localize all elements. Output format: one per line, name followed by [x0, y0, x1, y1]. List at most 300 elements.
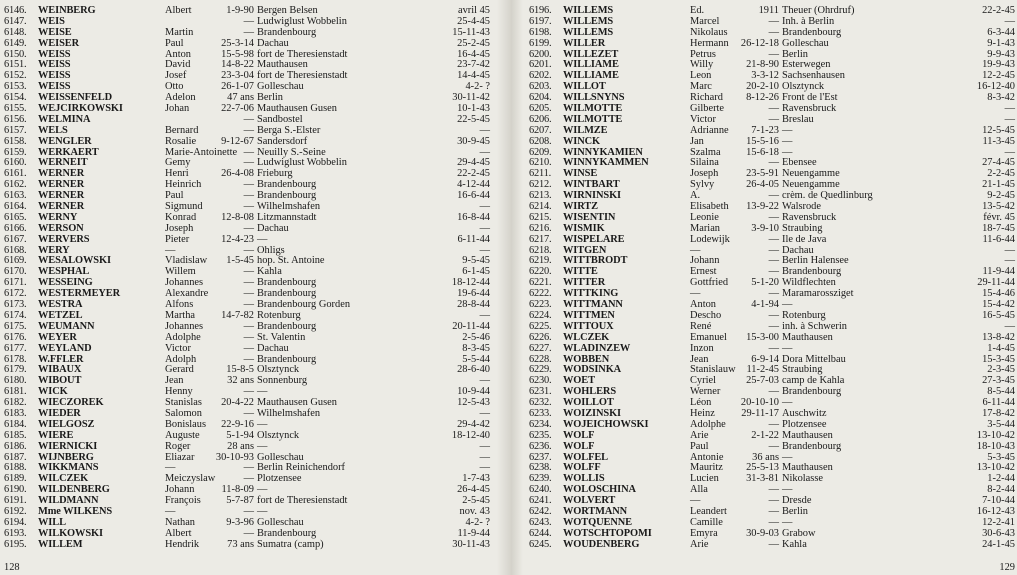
- first-name: Johan: [165, 103, 190, 115]
- surname: WITTBRODT: [563, 255, 628, 267]
- date-of-death: avril 45: [457, 5, 490, 16]
- entry-number: 6225.: [529, 320, 552, 332]
- date-of-death: —: [479, 462, 490, 474]
- first-name: Werner: [690, 386, 721, 398]
- birth-date: 32 ans: [227, 375, 254, 387]
- surname: WILLOT: [563, 81, 606, 93]
- birth-date: —: [768, 255, 779, 267]
- place-of-death: —: [782, 484, 793, 496]
- place-of-death: Golleschau: [782, 37, 829, 49]
- date-of-death: 13-10-42: [976, 462, 1015, 474]
- place-of-death: —: [782, 451, 793, 463]
- first-name: Roger: [165, 440, 191, 452]
- first-name: Szalma: [690, 146, 721, 158]
- surname: WERKAERT: [38, 146, 99, 158]
- birth-date: 28 ans: [227, 440, 254, 452]
- entry-list: [529, 6, 1017, 551]
- first-name: Léon: [690, 397, 712, 409]
- surname: WEISER: [38, 37, 79, 49]
- first-name: Marcel: [690, 15, 720, 27]
- date-of-death: —: [1004, 320, 1015, 332]
- first-name: Salomon: [165, 407, 202, 419]
- date-of-death: 12-5-43: [457, 397, 490, 409]
- birth-date: —: [768, 266, 779, 278]
- first-name: Gemy: [165, 157, 191, 169]
- entry-number: 6161.: [4, 168, 27, 180]
- entry-row: [4, 442, 492, 453]
- first-name: Adrianne: [690, 124, 729, 136]
- entry-number: 6192.: [4, 505, 27, 517]
- entry-number: 6151.: [4, 59, 27, 71]
- first-name: Heinrich: [165, 179, 202, 191]
- first-name: Adelon: [165, 92, 196, 104]
- birth-date: —: [768, 342, 779, 354]
- place-of-death: Brandenbourg: [782, 266, 842, 278]
- surname: WEISS: [38, 81, 71, 93]
- date-of-death: 29-11-44: [977, 277, 1015, 289]
- entry-number: 6164.: [4, 201, 27, 213]
- entry-number: 6228.: [529, 353, 552, 365]
- first-name: Vladislaw: [165, 255, 208, 267]
- surname: WELMINA: [38, 113, 91, 125]
- entry-number: 6213.: [529, 190, 552, 202]
- surname: WILCZEK: [38, 473, 89, 485]
- place-of-death: Breslau: [782, 113, 814, 125]
- first-name: Meiczyslaw: [165, 473, 216, 485]
- date-of-death: 3-5-44: [987, 418, 1015, 430]
- birth-date: 26-4-08: [221, 168, 254, 180]
- first-name: Jan: [690, 135, 704, 147]
- surname: WINNYKAMIEN: [563, 146, 643, 158]
- date-of-death: 6-1-45: [462, 266, 490, 278]
- first-name: Alla: [690, 484, 708, 496]
- surname: WITTER: [563, 277, 606, 289]
- first-name: Gottfried: [690, 277, 729, 289]
- birth-date: —: [768, 190, 779, 202]
- birth-date: 20-2-10: [746, 81, 779, 93]
- date-of-death: 13-8-42: [982, 331, 1015, 343]
- surname: W.FFLER: [38, 353, 84, 365]
- date-of-death: 18-10-43: [976, 440, 1015, 452]
- surname: WOTSCHTOPOMI: [563, 527, 652, 539]
- entry-number: 6173.: [4, 299, 27, 311]
- entry-number: 6242.: [529, 505, 552, 517]
- first-name: Paul: [165, 37, 184, 49]
- first-name: Anton: [690, 299, 716, 311]
- first-name: Johann: [690, 255, 720, 267]
- entry-row: [529, 344, 1017, 355]
- birth-date: —: [243, 342, 254, 354]
- birth-date: 73 ans: [227, 538, 254, 550]
- place-of-death: Straubing: [782, 222, 823, 234]
- date-of-death: 8-3-45: [462, 342, 490, 354]
- surname: WOLLIS: [563, 473, 605, 485]
- surname: WOET: [563, 375, 595, 387]
- birth-date: 15-6-18: [746, 146, 779, 158]
- birth-date: —: [243, 331, 254, 343]
- first-name: Victor: [690, 113, 716, 125]
- surname: WIKKMANS: [38, 462, 99, 474]
- entry-number: 6150.: [4, 48, 27, 60]
- entry-number: 6212.: [529, 179, 552, 191]
- birth-date: 5-1-20: [751, 277, 779, 289]
- place-of-death: Inh. à Berlin: [782, 15, 835, 27]
- date-of-death: 6-11-44: [982, 397, 1015, 409]
- surname: WIELGOSZ: [38, 418, 95, 430]
- date-of-death: nov. 43: [459, 505, 490, 517]
- place-of-death: Grabow: [782, 527, 816, 539]
- birth-date: 6-9-14: [751, 353, 779, 365]
- place-of-death: —: [782, 124, 793, 136]
- date-of-death: 11-3-45: [982, 135, 1015, 147]
- book-gutter: [497, 0, 523, 575]
- birth-date: —: [768, 244, 779, 256]
- date-of-death: 26-4-45: [457, 484, 490, 496]
- entry-row: [529, 137, 1017, 148]
- entry-number: 6204.: [529, 92, 552, 104]
- surname: WEISS: [38, 59, 71, 71]
- birth-date: 5-1-94: [226, 429, 254, 441]
- date-of-death: 27-3-45: [982, 375, 1015, 387]
- first-name: Paul: [165, 190, 184, 202]
- first-name: Adolphe: [690, 418, 726, 430]
- first-name: Descho: [690, 309, 722, 321]
- entry-number: 6234.: [529, 418, 552, 430]
- first-name: Hermann: [690, 37, 729, 49]
- entry-row: [529, 442, 1017, 453]
- date-of-death: 16-8-44: [457, 211, 490, 223]
- place-of-death: Ile de Java: [782, 233, 827, 245]
- birth-date: —: [243, 222, 254, 234]
- surname: WENGLER: [38, 135, 92, 147]
- place-of-death: Dachau: [257, 342, 289, 354]
- place-of-death: Dachau: [257, 37, 289, 49]
- entry-number: 6162.: [4, 179, 27, 191]
- first-name: Johannes: [165, 320, 204, 332]
- entry-number: 6202.: [529, 70, 552, 82]
- place-of-death: Front de l'Est: [782, 92, 838, 104]
- date-of-death: —: [1004, 244, 1015, 256]
- first-name: Victor: [165, 342, 191, 354]
- first-name: Elisabeth: [690, 201, 729, 213]
- entry-number: 6184.: [4, 418, 27, 430]
- birth-date: —: [768, 211, 779, 223]
- first-name: Arie: [690, 429, 709, 441]
- entry-row: [529, 540, 1017, 551]
- entry-number: 6206.: [529, 113, 552, 125]
- first-name: Bernard: [165, 124, 199, 136]
- first-name: Konrad: [165, 211, 197, 223]
- surname: WINCK: [563, 135, 601, 147]
- birth-date: 29-11-17: [741, 407, 779, 419]
- date-of-death: 22-5-45: [457, 113, 490, 125]
- entry-number: 6166.: [4, 222, 27, 234]
- place-of-death: Berga S.-Elster: [257, 124, 321, 136]
- birth-date: 2-1-22: [751, 429, 779, 441]
- first-name: Inzon: [690, 342, 714, 354]
- surname: WIBOUT: [38, 375, 82, 387]
- place-of-death: Berlin: [257, 92, 283, 104]
- birth-date: 4-1-94: [751, 299, 779, 311]
- date-of-death: 11-9-44: [457, 527, 490, 539]
- birth-date: —: [243, 157, 254, 169]
- first-name: Jean: [165, 375, 184, 387]
- entry-number: 6156.: [4, 113, 27, 125]
- place-of-death: —: [782, 299, 793, 311]
- first-name: David: [165, 59, 191, 71]
- first-name: Marie-Antoinette: [165, 146, 238, 158]
- first-name: Marc: [690, 81, 712, 93]
- entry-number: 6199.: [529, 37, 552, 49]
- entry-number: 6219.: [529, 255, 552, 267]
- date-of-death: 16-4-45: [457, 48, 490, 60]
- entry-row: [529, 431, 1017, 442]
- date-of-death: 15-3-45: [982, 353, 1015, 365]
- surname: WIRTZ: [563, 201, 598, 213]
- birth-date: —: [768, 113, 779, 125]
- page-number: 129: [999, 562, 1015, 573]
- first-name: Auguste: [165, 429, 200, 441]
- birth-date: —: [243, 505, 254, 517]
- date-of-death: —: [479, 451, 490, 463]
- entry-number: 6186.: [4, 440, 27, 452]
- place-of-death: Brandenbourg: [257, 26, 317, 38]
- entry-number: 6163.: [4, 190, 27, 202]
- place-of-death: fort de Theresienstadt: [257, 48, 348, 60]
- surname: WOUDENBERG: [563, 538, 640, 550]
- birth-date: 22-9-16: [221, 418, 254, 430]
- date-of-death: —: [479, 407, 490, 419]
- first-name: François: [165, 495, 201, 507]
- entry-number: 6205.: [529, 103, 552, 115]
- entry-number: 6215.: [529, 211, 552, 223]
- surname: WESTRA: [38, 299, 83, 311]
- first-name: Willy: [690, 59, 714, 71]
- place-of-death: Olsztynck: [257, 364, 300, 376]
- place-of-death: Golleschau: [257, 451, 304, 463]
- entry-number: 6237.: [529, 451, 552, 463]
- entry-number: 6244.: [529, 527, 552, 539]
- birth-date: 7-1-23: [751, 124, 779, 136]
- surname: WORTMANN: [563, 505, 628, 517]
- birth-date: —: [243, 124, 254, 136]
- date-of-death: 9-1-43: [987, 37, 1015, 49]
- surname: WITTKING: [563, 288, 619, 300]
- surname: WILLEMS: [563, 5, 614, 16]
- place-of-death: crèm. de Quedlinburg: [782, 190, 873, 202]
- entry-number: 6200.: [529, 48, 552, 60]
- surname: WEUMANN: [38, 320, 95, 332]
- first-name: Joseph: [165, 222, 194, 234]
- place-of-death: Dresde: [782, 495, 812, 507]
- first-name: Leandert: [690, 505, 727, 517]
- surname: WESALOWSKI: [38, 255, 111, 267]
- surname: WITGEN: [563, 244, 607, 256]
- place-of-death: Brandenbourg: [257, 353, 317, 365]
- birth-date: 9-3-96: [226, 516, 254, 528]
- surname: WILKOWSKI: [38, 527, 103, 539]
- birth-date: 15-8-5: [226, 364, 254, 376]
- entry-number: 6172.: [4, 288, 27, 300]
- surname: WOLFF: [563, 462, 601, 474]
- surname: WEINBERG: [38, 5, 96, 16]
- place-of-death: fort de Theresienstadt: [257, 70, 348, 82]
- place-of-death: Kahla: [782, 538, 807, 550]
- birth-date: —: [243, 407, 254, 419]
- place-of-death: camp de Kahla: [782, 375, 845, 387]
- surname: WIECZOREK: [38, 397, 104, 409]
- entry-row: [4, 137, 492, 148]
- birth-date: 14-8-22: [221, 59, 254, 71]
- birth-date: —: [243, 320, 254, 332]
- surname: WICK: [38, 386, 68, 398]
- surname: WESTERMEYER: [38, 288, 121, 300]
- place-of-death: Nikolasse: [782, 473, 823, 485]
- birth-date: —: [243, 113, 254, 125]
- entry-number: 6182.: [4, 397, 27, 409]
- entry-row: [529, 333, 1017, 344]
- place-of-death: Berlin: [782, 505, 808, 517]
- date-of-death: —: [1004, 255, 1015, 267]
- birth-date: —: [768, 418, 779, 430]
- date-of-death: —: [479, 244, 490, 256]
- surname: WEISSENFELD: [38, 92, 112, 104]
- first-name: Martha: [165, 309, 196, 321]
- surname: WEYLAND: [38, 342, 92, 354]
- entry-number: 6153.: [4, 81, 27, 93]
- place-of-death: —: [782, 146, 793, 158]
- surname: WESSEING: [38, 277, 93, 289]
- birth-date: 31-3-81: [746, 473, 779, 485]
- first-name: Sigmund: [165, 201, 203, 213]
- surname: WILL: [38, 516, 66, 528]
- surname: WOJEICHOWSKI: [563, 418, 649, 430]
- birth-date: —: [768, 309, 779, 321]
- date-of-death: 30-11-42: [452, 92, 490, 104]
- place-of-death: Brandenbourg: [782, 26, 842, 38]
- birth-date: 1-5-45: [226, 255, 254, 267]
- place-of-death: Sandersdorf: [257, 135, 308, 147]
- birth-date: —: [243, 299, 254, 311]
- date-of-death: 2-3-45: [987, 364, 1015, 376]
- entry-number: 6157.: [4, 124, 27, 136]
- birth-date: —: [243, 146, 254, 158]
- date-of-death: 12-2-41: [982, 516, 1015, 528]
- first-name: Stanislas: [165, 397, 202, 409]
- entry-number: 6214.: [529, 201, 552, 213]
- surname: WERSON: [38, 222, 84, 234]
- date-of-death: 4-12-44: [457, 179, 490, 191]
- first-name: Pieter: [165, 233, 190, 245]
- birth-date: 15-3-00: [746, 331, 779, 343]
- surname: WEISS: [38, 70, 71, 82]
- entry-number: 6189.: [4, 473, 27, 485]
- place-of-death: Litzmannstadt: [257, 211, 317, 223]
- entry-number: 6187.: [4, 451, 27, 463]
- entry-number: 6208.: [529, 135, 552, 147]
- date-of-death: —: [479, 309, 490, 321]
- date-of-death: 20-11-44: [452, 320, 490, 332]
- place-of-death: Kahla: [257, 266, 282, 278]
- first-name: Willem: [165, 266, 196, 278]
- entry-row: [4, 333, 492, 344]
- date-of-death: 12-5-45: [982, 124, 1015, 136]
- date-of-death: —: [1004, 146, 1015, 158]
- place-of-death: Plotzensee: [782, 418, 827, 430]
- surname: WOLOSCHINA: [563, 484, 636, 496]
- birth-date: —: [243, 15, 254, 27]
- entry-number: 6224.: [529, 309, 552, 321]
- first-name: Silaina: [690, 157, 719, 169]
- entry-number: 6170.: [4, 266, 27, 278]
- birth-date: 30-10-93: [215, 451, 254, 463]
- entry-row: [529, 235, 1017, 246]
- place-of-death: —: [257, 233, 268, 245]
- entry-number: 6152.: [4, 70, 27, 82]
- first-name: Gerard: [165, 364, 194, 376]
- surname: WISENTIN: [563, 211, 616, 223]
- surname: WILLEMS: [563, 15, 614, 27]
- surname: WITTMEN: [563, 309, 615, 321]
- place-of-death: Mauthausen Gusen: [257, 397, 337, 409]
- first-name: —: [690, 288, 701, 300]
- entry-number: 6203.: [529, 81, 552, 93]
- place-of-death: Bergen Belsen: [257, 5, 318, 16]
- entry-number: 6159.: [4, 146, 27, 158]
- date-of-death: —: [479, 201, 490, 213]
- entry-number: 6188.: [4, 462, 27, 474]
- date-of-death: 8-2-44: [987, 484, 1015, 496]
- surname: WERNER: [38, 179, 85, 191]
- date-of-death: 1-2-44: [987, 473, 1015, 485]
- place-of-death: Mauthausen: [257, 59, 308, 71]
- entry-number: 6171.: [4, 277, 27, 289]
- birth-date: —: [243, 473, 254, 485]
- place-of-death: Brandenbourg: [257, 179, 317, 191]
- place-of-death: Brandenbourg: [257, 190, 317, 202]
- entry-number: 6209.: [529, 146, 552, 158]
- place-of-death: Ravensbruck: [782, 211, 837, 223]
- date-of-death: 18-12-44: [451, 277, 490, 289]
- date-of-death: 9-2-45: [987, 190, 1015, 202]
- surname: WIEDER: [38, 407, 81, 419]
- date-of-death: 25-2-45: [457, 37, 490, 49]
- entry-number: 6245.: [529, 538, 552, 550]
- first-name: Joseph: [690, 168, 719, 180]
- surname: WEJCIRKOWSKI: [38, 103, 123, 115]
- entry-number: 6231.: [529, 386, 552, 398]
- place-of-death: Ludwiglust Wobbelin: [257, 157, 347, 169]
- entry-number: 6191.: [4, 495, 27, 507]
- birth-date: 13-9-22: [746, 201, 779, 213]
- entry-number: 6223.: [529, 299, 552, 311]
- birth-date: —: [243, 179, 254, 191]
- surname: WIERE: [38, 429, 74, 441]
- birth-date: 12-8-08: [221, 211, 254, 223]
- first-name: Adolph: [165, 353, 197, 365]
- surname: WILDENBERG: [38, 484, 110, 496]
- birth-date: —: [768, 48, 779, 60]
- entry-number: 6198.: [529, 26, 552, 38]
- birth-date: 23-3-04: [221, 70, 254, 82]
- birth-date: —: [243, 527, 254, 539]
- entry-number: 6176.: [4, 331, 27, 343]
- entry-number: 6158.: [4, 135, 27, 147]
- entry-number: 6197.: [529, 15, 552, 27]
- first-name: Camille: [690, 516, 723, 528]
- date-of-death: 16-12-40: [976, 81, 1015, 93]
- surname: WOBBEN: [563, 353, 610, 365]
